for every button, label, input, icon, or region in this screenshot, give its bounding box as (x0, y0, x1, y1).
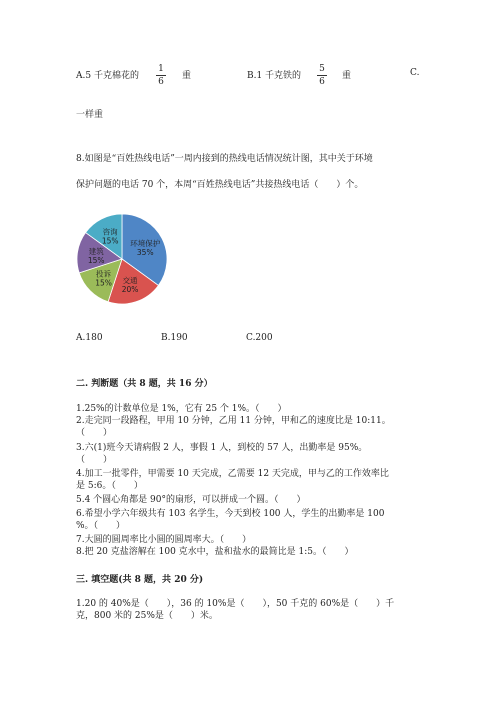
judge-item-cont: （ ） (76, 428, 113, 438)
judge-item: 8.把 20 克盐溶解在 100 克水中，盐和盐水的最简比是 1:5。（ ） (76, 547, 354, 557)
pie-label-1: 交通 (122, 275, 138, 285)
pie-value-0: 35% (136, 248, 154, 258)
judge-item: 6.希望小学六年级共有 103 名学生，今天到校 100 人，学生的出勤率是 100 (76, 509, 385, 519)
pie-label-0: 环境保护 (130, 239, 161, 249)
pie-value-2: 15% (95, 278, 112, 288)
q7-option-a-text: A.5 千克棉花的 (76, 71, 139, 81)
judge-item: 3.六(1)班今天请病假 2 人，事假 1 人，到校的 57 人，出勤率是 95%。 (76, 443, 368, 453)
pie-label-3: 建筑 (88, 246, 104, 256)
judge-item: 4.加工一批零件，甲需要 10 天完成，乙需要 12 天完成，甲与乙的工作效率比 (76, 469, 389, 479)
q8-option-a: A.180 (76, 333, 103, 343)
pie-value-3: 15% (87, 255, 105, 265)
judge-item: 2.走完同一段路程，甲用 10 分钟，乙用 11 分钟，甲和乙的速度比是 10:11。 (76, 416, 391, 426)
q8-stem-line2: 保护问题的电话 70 个，本周“百姓热线电话”共接热线电话（ ）个。 (76, 180, 364, 190)
judge-item-cont: %。（ ） (76, 521, 126, 531)
q8-option-b: B.190 (161, 333, 188, 343)
q7-option-a-suffix: 重 (182, 71, 192, 81)
judge-item: 7.大圆的圆周率比小圆的圆周率大。（ ） (76, 535, 252, 545)
q8-stem-line1: 8.如图是“百姓热线电话”一周内接到的热线电话情况统计图，其中关于环境 (76, 154, 373, 164)
q7-option-c-label: C. (410, 68, 420, 78)
section3-title: 三. 填空题(共 8 题，共 20 分) (76, 575, 204, 585)
fraction-numerator: 1 (158, 64, 164, 74)
pie-label-2: 投诉 (96, 269, 112, 279)
pie-value-1: 20% (121, 284, 139, 294)
fill-item: 1.20 的 40%是（ ），36 的 10%是（ ），50 千克的 60%是（ ）千 (76, 599, 395, 609)
pie-label-4: 咨询 (102, 227, 118, 237)
q7-option-c-text: 一样重 (76, 110, 104, 120)
fill-item-cont: 克，800 米的 25%是（ ）米。 (76, 611, 218, 621)
judge-item: 5.4 个圆心角都是 90°的扇形，可以拼成一个圆。（ ） (76, 495, 306, 505)
pie-value-4: 15% (101, 236, 119, 246)
q7-option-b-text: B.1 千克铁的 (247, 71, 302, 81)
judge-item-cont: （ ） (76, 455, 113, 465)
section2-title: 二. 判断题（共 8 题，共 16 分） (76, 379, 213, 389)
fraction-numerator: 5 (319, 64, 325, 74)
fraction-denominator: 6 (158, 77, 164, 87)
judge-item-cont: 是 5:6。（ ） (76, 481, 143, 491)
judge-item: 1.25%的计数单位是 1%，它有 25 个 1%。（ ） (76, 404, 287, 414)
q7-option-b-suffix: 重 (342, 71, 352, 81)
q8-option-c: C.200 (246, 333, 273, 343)
fraction-denominator: 6 (319, 77, 325, 87)
